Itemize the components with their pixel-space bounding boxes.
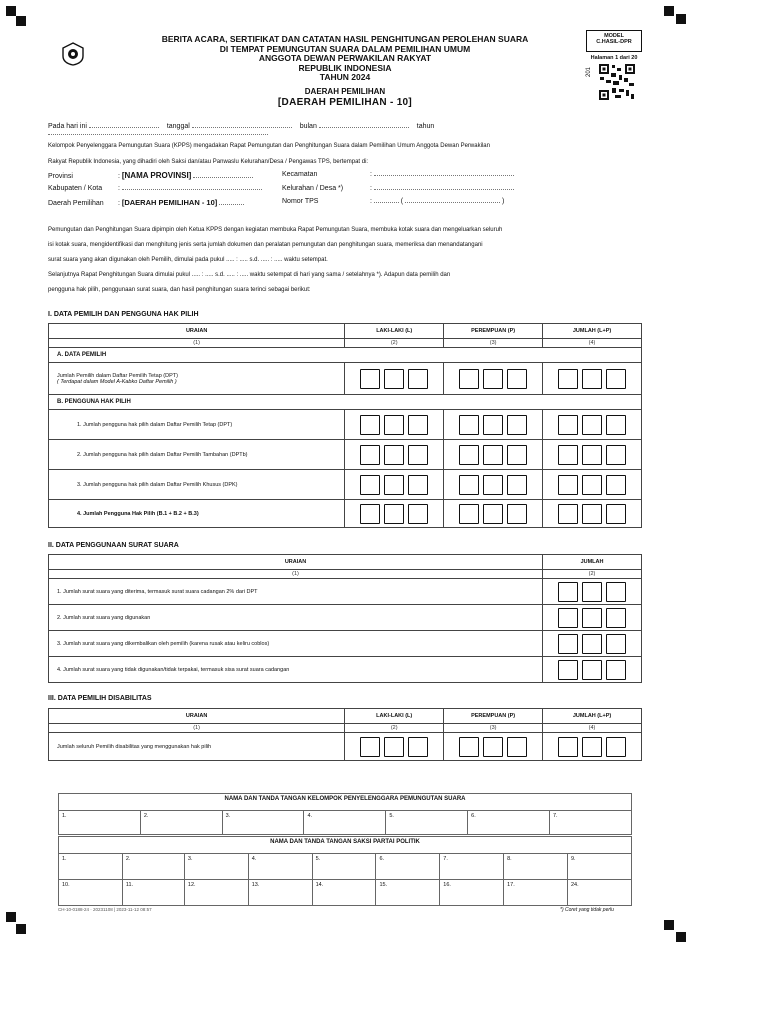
- b4-laki-boxes[interactable]: [345, 504, 443, 524]
- kecamatan-row: Kecamatan :: [282, 171, 514, 178]
- section-3-table: [48, 708, 642, 761]
- saksi-num-15: 15.: [379, 882, 388, 888]
- kpu-logo-icon: [62, 42, 84, 66]
- tahun-field[interactable]: [48, 134, 268, 135]
- s1-b-row-4-label: 4. Jumlah Pengguna Hak Pilih (B.1 + B.2 + B.3): [49, 500, 345, 528]
- dapil-label: Daerah Pemilihan: [48, 200, 104, 207]
- s2-num-2: (2): [543, 570, 642, 579]
- s1-b-row-3-label: 3. Jumlah pengguna hak pilih dalam Daftar Pemilih Khusus (DPK): [49, 470, 345, 500]
- kpps-sign-2[interactable]: [140, 811, 222, 835]
- intro-paragraph-1: [48, 138, 648, 170]
- provinsi-value: [NAMA PROVINSI]: [121, 171, 192, 180]
- saksi-num-10: 10.: [62, 882, 70, 888]
- saksi-num-1: 1.: [62, 856, 67, 862]
- footer-note: *) Coret yang tidak perlu: [560, 907, 614, 913]
- title-line-5: TAHUN 2024: [319, 72, 371, 83]
- saksi-sign-13[interactable]: [248, 880, 312, 906]
- registration-mark-top-left-2: [16, 16, 26, 26]
- kabupaten-label: Kabupaten / Kota: [48, 185, 103, 192]
- page-info: Halaman 1 dari 20: [590, 55, 638, 61]
- saksi-num-3: 3.: [187, 856, 193, 862]
- date-line-tahun: tahun: [416, 123, 435, 130]
- registration-mark-top-right-2: [676, 14, 686, 24]
- b3-laki-boxes[interactable]: [345, 475, 443, 495]
- kpps-sign-6[interactable]: [468, 811, 550, 835]
- s1-col-laki: LAKI-LAKI (L): [345, 324, 444, 339]
- s1-col-jumlah: JUMLAH (L+P): [543, 324, 642, 339]
- document-title: [120, 35, 570, 83]
- section-2-heading: II. DATA PENGGUNAAN SURAT SUARA: [48, 542, 179, 549]
- b3-perempuan-boxes[interactable]: [444, 475, 542, 495]
- disabilitas-jumlah-boxes[interactable]: [543, 737, 641, 757]
- hari-field[interactable]: [89, 127, 159, 128]
- saksi-sign-8[interactable]: [504, 854, 568, 880]
- title-line-1: BERITA ACARA, SERTIFIKAT DAN CATATAN HASIL PENGHITUNGAN PEROLEHAN SUARA: [161, 34, 529, 44]
- saksi-sign-5[interactable]: [312, 854, 376, 880]
- saksi-num-24: 24.: [570, 882, 579, 888]
- b1-laki-boxes[interactable]: [345, 415, 443, 435]
- kpps-sign-5[interactable]: [386, 811, 468, 835]
- s2-row-4-label: 4. Jumlah surat suara yang tidak digunakan/tidak terpakai, termasuk sisa surat suara cadangan: [49, 657, 543, 683]
- saksi-sign-7[interactable]: [440, 854, 504, 880]
- kpps-num-4: 4.: [307, 813, 313, 819]
- s2-row-3-label: 3. Jumlah surat suara yang dikembalikan oleh pemilih (karena rusak atau keliru coblos): [49, 631, 543, 657]
- saksi-num-4: 4.: [251, 856, 257, 862]
- saksi-sign-10[interactable]: [59, 880, 123, 906]
- s1-num-2: (2): [345, 339, 444, 348]
- saksi-sign-3[interactable]: [184, 854, 248, 880]
- kpps-signature-heading: NAMA DAN TANDA TANGAN KELOMPOK PENYELENGGARA PEMUNGUTAN SUARA: [59, 794, 632, 811]
- kpps-num-3: 3.: [225, 813, 231, 819]
- saksi-num-17: 17.: [507, 882, 515, 888]
- saksi-table: [58, 836, 632, 906]
- s1-a-row-note: ( Terdapat dalam Model A-Kabko Daftar Pemilih ): [57, 378, 177, 385]
- saksi-sign-6[interactable]: [376, 854, 440, 880]
- dpt-perempuan-boxes[interactable]: [444, 369, 542, 389]
- s2-row-4-boxes[interactable]: [543, 660, 641, 680]
- s2-row-2-label: 2. Jumlah surat suara yang digunakan: [49, 605, 543, 631]
- model-box: [586, 30, 642, 52]
- saksi-sign-2[interactable]: [122, 854, 184, 880]
- kpps-num-6: 6.: [471, 813, 476, 819]
- section-1-heading: I. DATA PEMILIH DAN PENGGUNA HAK PILIH: [48, 311, 199, 318]
- kpps-sign-1[interactable]: [59, 811, 141, 835]
- tps-label: Nomor TPS: [282, 198, 319, 205]
- intro-para-1a: Kelompok Penyelenggara Pemungutan Suara (KPPS) mengadakan Rapat Pemungutan dan Penghitungan Suara dalam Pemilihan Umum Anggota Dewan Perwakilan: [48, 143, 490, 149]
- registration-mark-bottom-right-2: [676, 932, 686, 942]
- saksi-sign-17[interactable]: [504, 880, 568, 906]
- tanggal-field[interactable]: [192, 127, 292, 128]
- saksi-num-7: 7.: [443, 856, 448, 862]
- disabilitas-perempuan-boxes[interactable]: [444, 737, 542, 757]
- kpps-num-1: 1.: [62, 813, 67, 819]
- b3-jumlah-boxes[interactable]: [543, 475, 641, 495]
- qr-code-icon: [598, 63, 636, 101]
- provinsi-field[interactable]: [193, 177, 253, 178]
- tps-field-b[interactable]: [405, 202, 500, 203]
- s1-col-perempuan: PEREMPUAN (P): [444, 324, 543, 339]
- intro-para-2a: Pemungutan dan Penghitungan Suara dipimpin oleh Ketua KPPS dengan kegiatan membuka Rapat Pemungutan Suara, membuka kotak suara dan mengeluarkan seluruh: [48, 227, 503, 233]
- s1-b-row-2-label: 2. Jumlah pengguna hak pilih dalam Daftar Pemilih Tambahan (DPTb): [49, 440, 345, 470]
- kecamatan-label: Kecamatan: [282, 171, 318, 178]
- kelurahan-label: Kelurahan / Desa *): [282, 185, 344, 192]
- intro-para-1b: Rakyat Republik Indonesia, yang dihadiri oleh Saksi dan/atau Panwaslu Kelurahan/Desa / Pengawas TPS, bertempat di:: [48, 159, 369, 165]
- s2-num-1: (1): [49, 570, 543, 579]
- provinsi-row: Provinsi : [NAMA PROVINSI]: [48, 171, 253, 180]
- date-line-bulan: bulan: [299, 123, 317, 130]
- dpt-jumlah-boxes[interactable]: [543, 369, 641, 389]
- disabilitas-laki-boxes[interactable]: [345, 737, 443, 757]
- saksi-num-5: 5.: [315, 856, 321, 862]
- b1-jumlah-boxes[interactable]: [543, 415, 641, 435]
- s3-num-1: (1): [49, 724, 345, 733]
- date-line-hari: Pada hari ini: [48, 123, 87, 130]
- kpps-num-5: 5.: [389, 813, 394, 819]
- section-3-heading: III. DATA PEMILIH DISABILITAS: [48, 695, 152, 702]
- s1-a-row: [49, 363, 345, 395]
- s1-a-row-label: Jumlah Pemilih dalam Daftar Pemilih Tetap (DPT): [57, 372, 178, 379]
- kpps-sign-4[interactable]: [304, 811, 386, 835]
- saksi-num-8: 8.: [507, 856, 512, 862]
- kpps-sign-7[interactable]: [549, 811, 631, 835]
- s2-row-1-boxes[interactable]: [543, 582, 641, 602]
- tps-row: Nomor TPS : ( ): [282, 198, 505, 205]
- kabupaten-row: Kabupaten / Kota :: [48, 185, 262, 192]
- dapil-field-value: [DAERAH PEMILIHAN - 10]: [121, 198, 218, 207]
- b2-laki-boxes[interactable]: [345, 445, 443, 465]
- saksi-num-12: 12.: [187, 882, 196, 888]
- intro-para-3b: pengguna hak pilih, penggunaan surat suara, dan hasil penghitungan suara terinci sebagai berikut:: [48, 287, 311, 293]
- s2-row-1-label: 1. Jumlah surat suara yang diterima, termasuk surat suara cadangan 2% dari DPT: [49, 579, 543, 605]
- saksi-sign-24[interactable]: [567, 880, 631, 906]
- saksi-num-13: 13.: [251, 882, 260, 888]
- date-line: [48, 123, 642, 137]
- b1-perempuan-boxes[interactable]: [444, 415, 542, 435]
- s3-row-label: Jumlah seluruh Pemilih disabilitas yang menggunakan hak pilih: [49, 733, 345, 761]
- kpps-sign-3[interactable]: [222, 811, 304, 835]
- saksi-sign-14[interactable]: [312, 880, 376, 906]
- kpps-num-7: 7.: [552, 813, 558, 819]
- s1-num-4: (4): [543, 339, 642, 348]
- registration-mark-bottom-left: [6, 912, 16, 922]
- provinsi-label: Provinsi: [48, 173, 73, 180]
- registration-mark-bottom-left-2: [16, 924, 26, 934]
- footer-code: CH-10-0188-24 · 20231108 | 2023-11-12 08:57: [58, 907, 152, 912]
- intro-para-3a: Selanjutnya Rapat Penghitungan Suara dimulai pukul ..... : ..... s.d. ..... : ..... waktu setempat di hari yang sama / setelahnya *). Adapun data pemilih dan: [48, 272, 451, 278]
- dapil-row: Daerah Pemilihan : [DAERAH PEMILIHAN - 10]: [48, 198, 244, 207]
- title-line-3: ANGGOTA DEWAN PERWAKILAN RAKYAT: [258, 53, 432, 64]
- registration-mark-top-left: [6, 6, 16, 16]
- registration-mark-bottom-right: [664, 920, 674, 930]
- saksi-num-14: 14.: [315, 882, 324, 888]
- kelurahan-field[interactable]: [374, 189, 514, 190]
- s1-col-uraian: URAIAN: [49, 324, 345, 339]
- dapil-field[interactable]: [219, 204, 244, 205]
- saksi-num-11: 11.: [125, 882, 134, 888]
- intro-paragraph-2: [48, 223, 648, 298]
- date-line-tanggal: tanggal: [166, 123, 190, 130]
- intro-para-2c: surat suara yang akan digunakan oleh Pemilih, dimulai pada pukul ..... : ..... s.d. ..... : ..... waktu setempat.: [48, 257, 328, 263]
- b2-perempuan-boxes[interactable]: [444, 445, 542, 465]
- saksi-sign-12[interactable]: [184, 880, 248, 906]
- s3-col-laki: LAKI-LAKI (L): [345, 709, 444, 724]
- saksi-sign-4[interactable]: [248, 854, 312, 880]
- saksi-num-2: 2.: [125, 856, 131, 862]
- kelurahan-row: Kelurahan / Desa *) :: [282, 185, 514, 192]
- title-line-4: REPUBLIK INDONESIA: [298, 62, 392, 73]
- kpps-num-2: 2.: [143, 813, 149, 819]
- saksi-signature-heading: NAMA DAN TANDA TANGAN SAKSI PARTAI POLITIK: [59, 837, 632, 854]
- s1-b-row-1-label: 1. Jumlah pengguna hak pilih dalam Daftar Pemilih Tetap (DPT): [49, 410, 345, 440]
- dapil-value: [DAERAH PEMILIHAN - 10]: [277, 97, 413, 108]
- dpt-laki-boxes[interactable]: [345, 369, 443, 389]
- s1-a-heading: A. DATA PEMILIH: [49, 348, 642, 363]
- saksi-sign-9[interactable]: [567, 854, 631, 880]
- s1-b-heading: B. PENGGUNA HAK PILIH: [49, 395, 642, 410]
- b4-jumlah-boxes[interactable]: [543, 504, 641, 524]
- section-2-table: [48, 554, 642, 683]
- intro-para-2b: isi kotak suara, mengidentifikasi dan menghitung jenis serta jumlah dokumen dan peralatan pemungutan dan penghitungan suara, memeriksa dan menandatangani: [48, 242, 483, 248]
- s3-num-2: (2): [345, 724, 444, 733]
- b4-perempuan-boxes[interactable]: [444, 504, 542, 524]
- saksi-num-9: 9.: [570, 856, 576, 862]
- s3-col-uraian: URAIAN: [49, 709, 345, 724]
- model-label: MODEL: [604, 33, 624, 39]
- saksi-sign-15[interactable]: [376, 880, 440, 906]
- s2-col-jumlah: JUMLAH: [543, 555, 642, 570]
- saksi-num-16: 16.: [443, 882, 451, 888]
- s1-num-3: (3): [444, 339, 543, 348]
- saksi-sign-16[interactable]: [440, 880, 504, 906]
- s1-num-1: (1): [49, 339, 345, 348]
- kabupaten-field[interactable]: [122, 189, 262, 190]
- signature-table: [58, 793, 632, 835]
- kecamatan-field[interactable]: [374, 175, 514, 176]
- s3-col-perempuan: PEREMPUAN (P): [444, 709, 543, 724]
- s2-col-uraian: URAIAN: [49, 555, 543, 570]
- s3-col-jumlah: JUMLAH (L+P): [543, 709, 642, 724]
- model-code: C.HASIL-DPR: [596, 39, 632, 45]
- saksi-num-6: 6.: [379, 856, 385, 862]
- side-code: 201: [586, 66, 592, 77]
- title-line-2: DI TEMPAT PEMUNGUTAN SUARA DALAM PEMILIHAN UMUM: [219, 43, 471, 54]
- tps-field-a[interactable]: [374, 202, 399, 203]
- registration-mark-top-right: [664, 6, 674, 16]
- bulan-field[interactable]: [319, 127, 409, 128]
- s3-num-3: (3): [444, 724, 543, 733]
- s3-num-4: (4): [543, 724, 642, 733]
- saksi-sign-1[interactable]: [59, 854, 123, 880]
- s2-row-2-boxes[interactable]: [543, 608, 641, 628]
- dapil-heading: DAERAH PEMILIHAN: [304, 87, 386, 96]
- section-1-table: [48, 323, 642, 528]
- b2-jumlah-boxes[interactable]: [543, 445, 641, 465]
- s2-row-3-boxes[interactable]: [543, 634, 641, 654]
- saksi-sign-11[interactable]: [122, 880, 184, 906]
